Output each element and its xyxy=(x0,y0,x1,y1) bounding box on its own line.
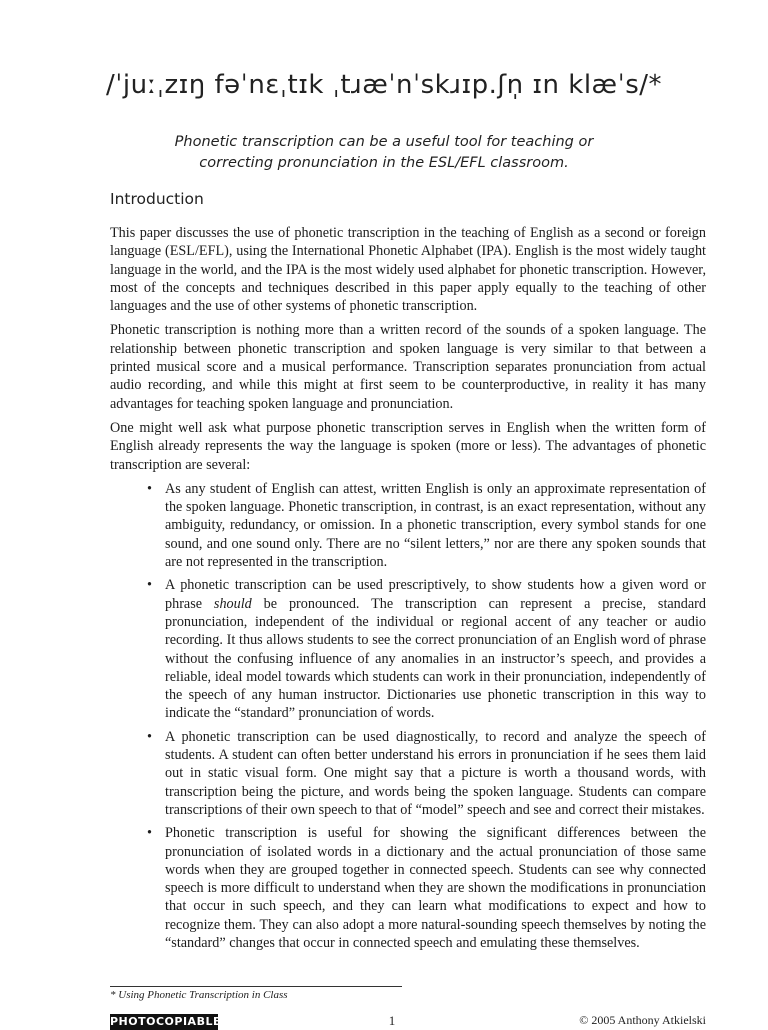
paragraph: Phonetic transcription is nothing more than a written record of the sounds of a spoken language. The relationship between phonetic transcription and spoken language is very similar to that between a printed musical score and a musical performance. Transcription separates pronunciation from actual audio recording, and while this might at first seem to be counterproductive, in reality it has many advantages for teaching spoken language and pronunciation. xyxy=(110,322,706,412)
subtitle-line: Phonetic transcription can be a useful tool for teaching or xyxy=(174,134,594,150)
list-item-text: As any student of English can attest, written English is only an approximate representation of the spoken language. Phonetic transcription, in contrast, is an exact representation, without any ambiguity, redundancy, or omission. In a phonetic transcription, every symbol stands for one sound, and one sound only. There are no “silent letters,” nor are there any spoken sounds that are not represented in the transcription. xyxy=(165,480,706,571)
body-text xyxy=(110,224,706,957)
section-heading: Introduction xyxy=(110,190,204,208)
photocopiable-badge: PHOTOCOPIABLE xyxy=(110,1015,221,1028)
bullet-icon: • xyxy=(147,577,152,594)
paragraph: This paper discusses the use of phonetic transcription in the teaching of English as a second or foreign language (ESL/EFL), using the International Phonetic Alphabet (IPA). English is the most widely taught language in the world, and the IPA is the most widely used alphabet for phonetic transcription. However, most of the concepts and techniques described in this paper apply equally to the teaching of other languages and the use of other systems of phonetic transcription. xyxy=(110,225,706,315)
bullet-icon: • xyxy=(147,825,152,842)
bullet-icon: • xyxy=(147,480,152,497)
list-item-text-part: be pronounced. The transcription can represent a precise, standard pronunciation, independent of the individual or regional accent of any teacher or audio recording. It thus allows students to see the correct pronunciation of an English word of phrase without the confusing influence of any anomalies in an instructor’s speech, and provides a reliable, ideal model towards which students can work in their pronunciation, independently of the speech of any human instructor. Dictionaries use phonetic transcription in this way to indicate the “standard” pronunciation of words. xyxy=(165,595,706,722)
list-item-text-part: A phonetic transcription can be used prescriptively, to show students how a given word or phrase xyxy=(165,577,706,612)
list-item xyxy=(147,824,706,952)
emphasis-text: should xyxy=(213,595,252,612)
list-item-text: A phonetic transcription can be used diagnostically, to record and analyze the speech of students. A student can often better understand his errors in pronunciation if he sees them laid out in static visual form. One might say that a picture is worth a thousand words, with transcription being the picture, and words being the spoken language. Students can compare transcriptions of their own speech to that of “model” speech and see and correct their mistakes. xyxy=(165,728,706,818)
list-item xyxy=(147,480,706,571)
document-subtitle xyxy=(150,132,618,174)
paragraph: One might well ask what purpose phonetic transcription serves in English when the written form of English already represents the way the language is spoken (more or less). The advantages of phonetic transcription are several: xyxy=(110,419,706,473)
footnote-divider xyxy=(110,986,402,987)
list-item xyxy=(147,728,706,819)
bullet-icon: • xyxy=(147,728,152,745)
copyright-notice: © 2005 Anthony Atkielski xyxy=(579,1013,706,1027)
advantages-list xyxy=(110,480,706,952)
list-item-text xyxy=(165,577,706,721)
list-item-text: Phonetic transcription is useful for showing the significant differences between the pronunciation of isolated words in a dictionary and the actual pronunciation of those same words when they are grouped together in connected speech. Students can see why connected speech is more difficult to understand when they are shown the modifications in pronunciation that occur in such speech, and they can learn what modifications to expect and how to recognize them. They can also adopt a more natural-sounding speech themselves by noting the “standard” changes that occur in connected speech and emulating these themselves. xyxy=(165,825,706,951)
list-item xyxy=(147,576,706,722)
page-number: 1 xyxy=(388,1013,396,1028)
subtitle-line: correcting pronunciation in the ESL/EFL classroom. xyxy=(199,155,569,171)
document-title: /ˈjuːˌzɪŋ fəˈnɛˌtɪk ˌtɹæˈnˈskɹɪp.ʃn̩ ɪn klæˈs/* xyxy=(105,70,663,100)
footnote: * Using Phonetic Transcription in Class xyxy=(110,989,288,1001)
